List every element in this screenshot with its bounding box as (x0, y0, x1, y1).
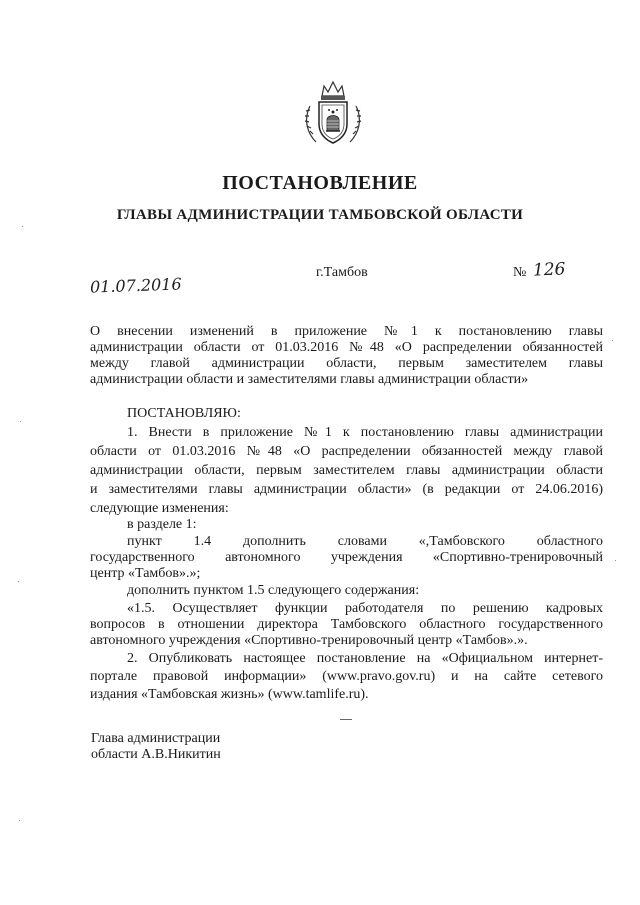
tambov-coat-of-arms-icon (302, 76, 364, 148)
handwritten-number: 126 (532, 259, 566, 281)
paragraph-line: администрации области, первым заместителем главы администрации области (90, 463, 603, 478)
paragraph-line: издания «Тамбовская жизнь» (www.tamlife.ru). (90, 687, 369, 702)
scan-mark (340, 719, 352, 720)
paragraph-line: дополнить пунктом 1.5 следующего содержания: (127, 583, 420, 598)
paragraph-line: 1. Внести в приложение №1 к постановлению главы администрации (127, 425, 603, 440)
signature-name: области А.В.Никитин (91, 747, 221, 762)
resolve-word: ПОСТАНОВЛЯЮ: (127, 406, 241, 421)
scan-speck (20, 421, 21, 422)
handwritten-date: 01.07.2016 (89, 274, 182, 297)
subject-line: администрации области от 01.03.2016 №48 «О распределении обязанностей (90, 340, 603, 355)
scan-speck (615, 560, 616, 561)
paragraph-line: «1.5. Осуществляет функции работодателя по решению кадровых (127, 601, 603, 616)
paragraph-line: вопросов в отношении директора Тамбовского областного государственного (90, 617, 603, 632)
paragraph-line: пункт 1.4 дополнить словами «,Тамбовского областного (127, 534, 603, 549)
document-subtitle: ГЛАВЫ АДМИНИСТРАЦИИ ТАМБОВСКОЙ ОБЛАСТИ (116, 207, 524, 223)
scan-speck (22, 226, 23, 227)
paragraph-line: автономного учреждения «Спортивно-тренировочный центр «Тамбов».». (90, 633, 528, 648)
city: г.Тамбов (316, 265, 368, 280)
scan-speck (18, 581, 19, 582)
paragraph-line: центр «Тамбов».»; (90, 566, 201, 581)
paragraph-line: и заместителями главы администрации области» (в редакции от 24.06.2016) (90, 482, 603, 497)
paragraph-line: области от 01.03.2016 №48 «О распределении обязанностей между главой (90, 444, 603, 459)
number-label: № (513, 265, 527, 280)
paragraph-line: государственного автономного учреждения «Спортивно-тренировочный (90, 550, 603, 565)
paragraph-line: 2. Опубликовать настоящее постановление на «Официальном интернет- (127, 651, 603, 666)
document-title: ПОСТАНОВЛЕНИЕ (222, 172, 418, 194)
subject-line: между главой администрации области, первым заместителем главы (90, 356, 603, 371)
section-line: в разделе 1: (127, 517, 197, 532)
subject-line: администрации области и заместителями главы администрации области» (90, 372, 529, 387)
paragraph-line: следующие изменения: (90, 501, 229, 516)
signature-title: Глава администрации (91, 731, 221, 746)
paragraph-line: портале правовой информации» (www.pravo.gov.ru) и на сайте сетевого (90, 669, 603, 684)
subject-line: О внесении изменений в приложение №1 к постановлению главы (90, 324, 603, 339)
scan-speck (612, 340, 613, 341)
scan-speck (19, 820, 20, 821)
